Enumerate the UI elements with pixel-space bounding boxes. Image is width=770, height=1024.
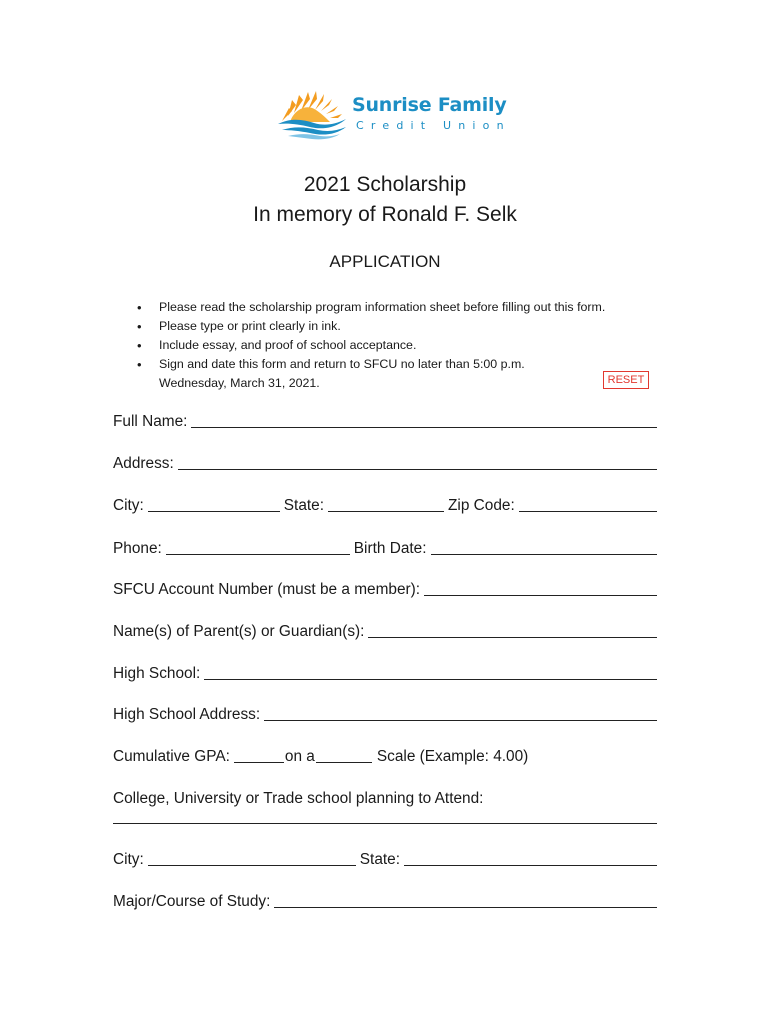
phone-label: Phone:: [113, 540, 162, 557]
gpa-on-label: on a: [284, 748, 315, 765]
phone-birth-row: [113, 535, 659, 559]
hs-address-field[interactable]: [264, 719, 657, 721]
hs-address-row: [113, 701, 659, 725]
section-heading: APPLICATION: [329, 252, 441, 271]
reset-button[interactable]: RESET: [603, 371, 649, 389]
account-row: [113, 576, 659, 600]
full-name-field[interactable]: [191, 426, 657, 428]
deadline-text: Wednesday, March 31, 2021.: [159, 376, 320, 390]
list-item: • Sign and date this form and return to SFCU no later than 5:00 p.m. Wednesday, March 31, 2021.: [115, 355, 605, 393]
parents-label: Name(s) of Parent(s) or Guardian(s):: [113, 623, 365, 640]
hs-address-label: High School Address:: [113, 706, 261, 723]
state-label: State:: [283, 497, 325, 514]
gpa-scale-field[interactable]: [316, 761, 372, 763]
list-item: • Include essay, and proof of school acceptance.: [115, 336, 605, 355]
city-label: City:: [113, 497, 144, 514]
logo-name: Sunrise Family: [352, 94, 507, 116]
full-name-label: Full Name:: [113, 413, 188, 430]
list-item: • Please type or print clearly in ink.: [115, 317, 605, 336]
major-row: [113, 888, 659, 912]
account-field[interactable]: [424, 594, 657, 596]
instructions-list: [115, 298, 605, 393]
major-field[interactable]: [274, 906, 657, 908]
major-label: Major/Course of Study:: [113, 893, 271, 910]
sun-waves-icon: [276, 88, 352, 140]
form-title: 2021 Scholarship: [303, 173, 467, 196]
address-label: Address:: [113, 455, 174, 472]
gpa-scale-label: Scale (Example: 4.00): [376, 748, 529, 765]
city-field[interactable]: [148, 510, 280, 512]
college-city-state-row: [113, 846, 659, 870]
college-line-row: [113, 804, 659, 828]
parents-field[interactable]: [368, 636, 657, 638]
city-state-zip-row: [113, 492, 659, 516]
college-state-field[interactable]: [404, 864, 657, 866]
college-city-field[interactable]: [148, 864, 356, 866]
phone-field[interactable]: [166, 553, 350, 555]
zip-label: Zip Code:: [448, 497, 515, 514]
account-label: SFCU Account Number (must be a member):: [113, 581, 421, 598]
gpa-label: Cumulative GPA:: [113, 748, 230, 765]
college-city-label: City:: [113, 851, 144, 868]
college-label: College, University or Trade school planning to Attend:: [113, 790, 484, 807]
birth-date-field[interactable]: [431, 553, 658, 555]
sunrise-family-logo: [276, 88, 511, 140]
parents-row: [113, 618, 659, 642]
state-field[interactable]: [328, 510, 444, 512]
gpa-row: [113, 743, 533, 767]
high-school-row: [113, 660, 659, 684]
college-field[interactable]: [113, 822, 657, 824]
address-row: [113, 450, 659, 474]
logo-subtitle: Credit Union: [356, 119, 511, 132]
college-state-label: State:: [359, 851, 401, 868]
gpa-field[interactable]: [234, 761, 284, 763]
zip-field[interactable]: [519, 510, 657, 512]
list-item: • Please read the scholarship program information sheet before filling out this form.: [115, 298, 605, 317]
form-subtitle: In memory of Ronald F. Selk: [253, 203, 517, 226]
birth-date-label: Birth Date:: [353, 540, 427, 557]
full-name-row: [113, 408, 659, 432]
high-school-label: High School:: [113, 665, 201, 682]
high-school-field[interactable]: [204, 678, 657, 680]
address-field[interactable]: [178, 468, 657, 470]
